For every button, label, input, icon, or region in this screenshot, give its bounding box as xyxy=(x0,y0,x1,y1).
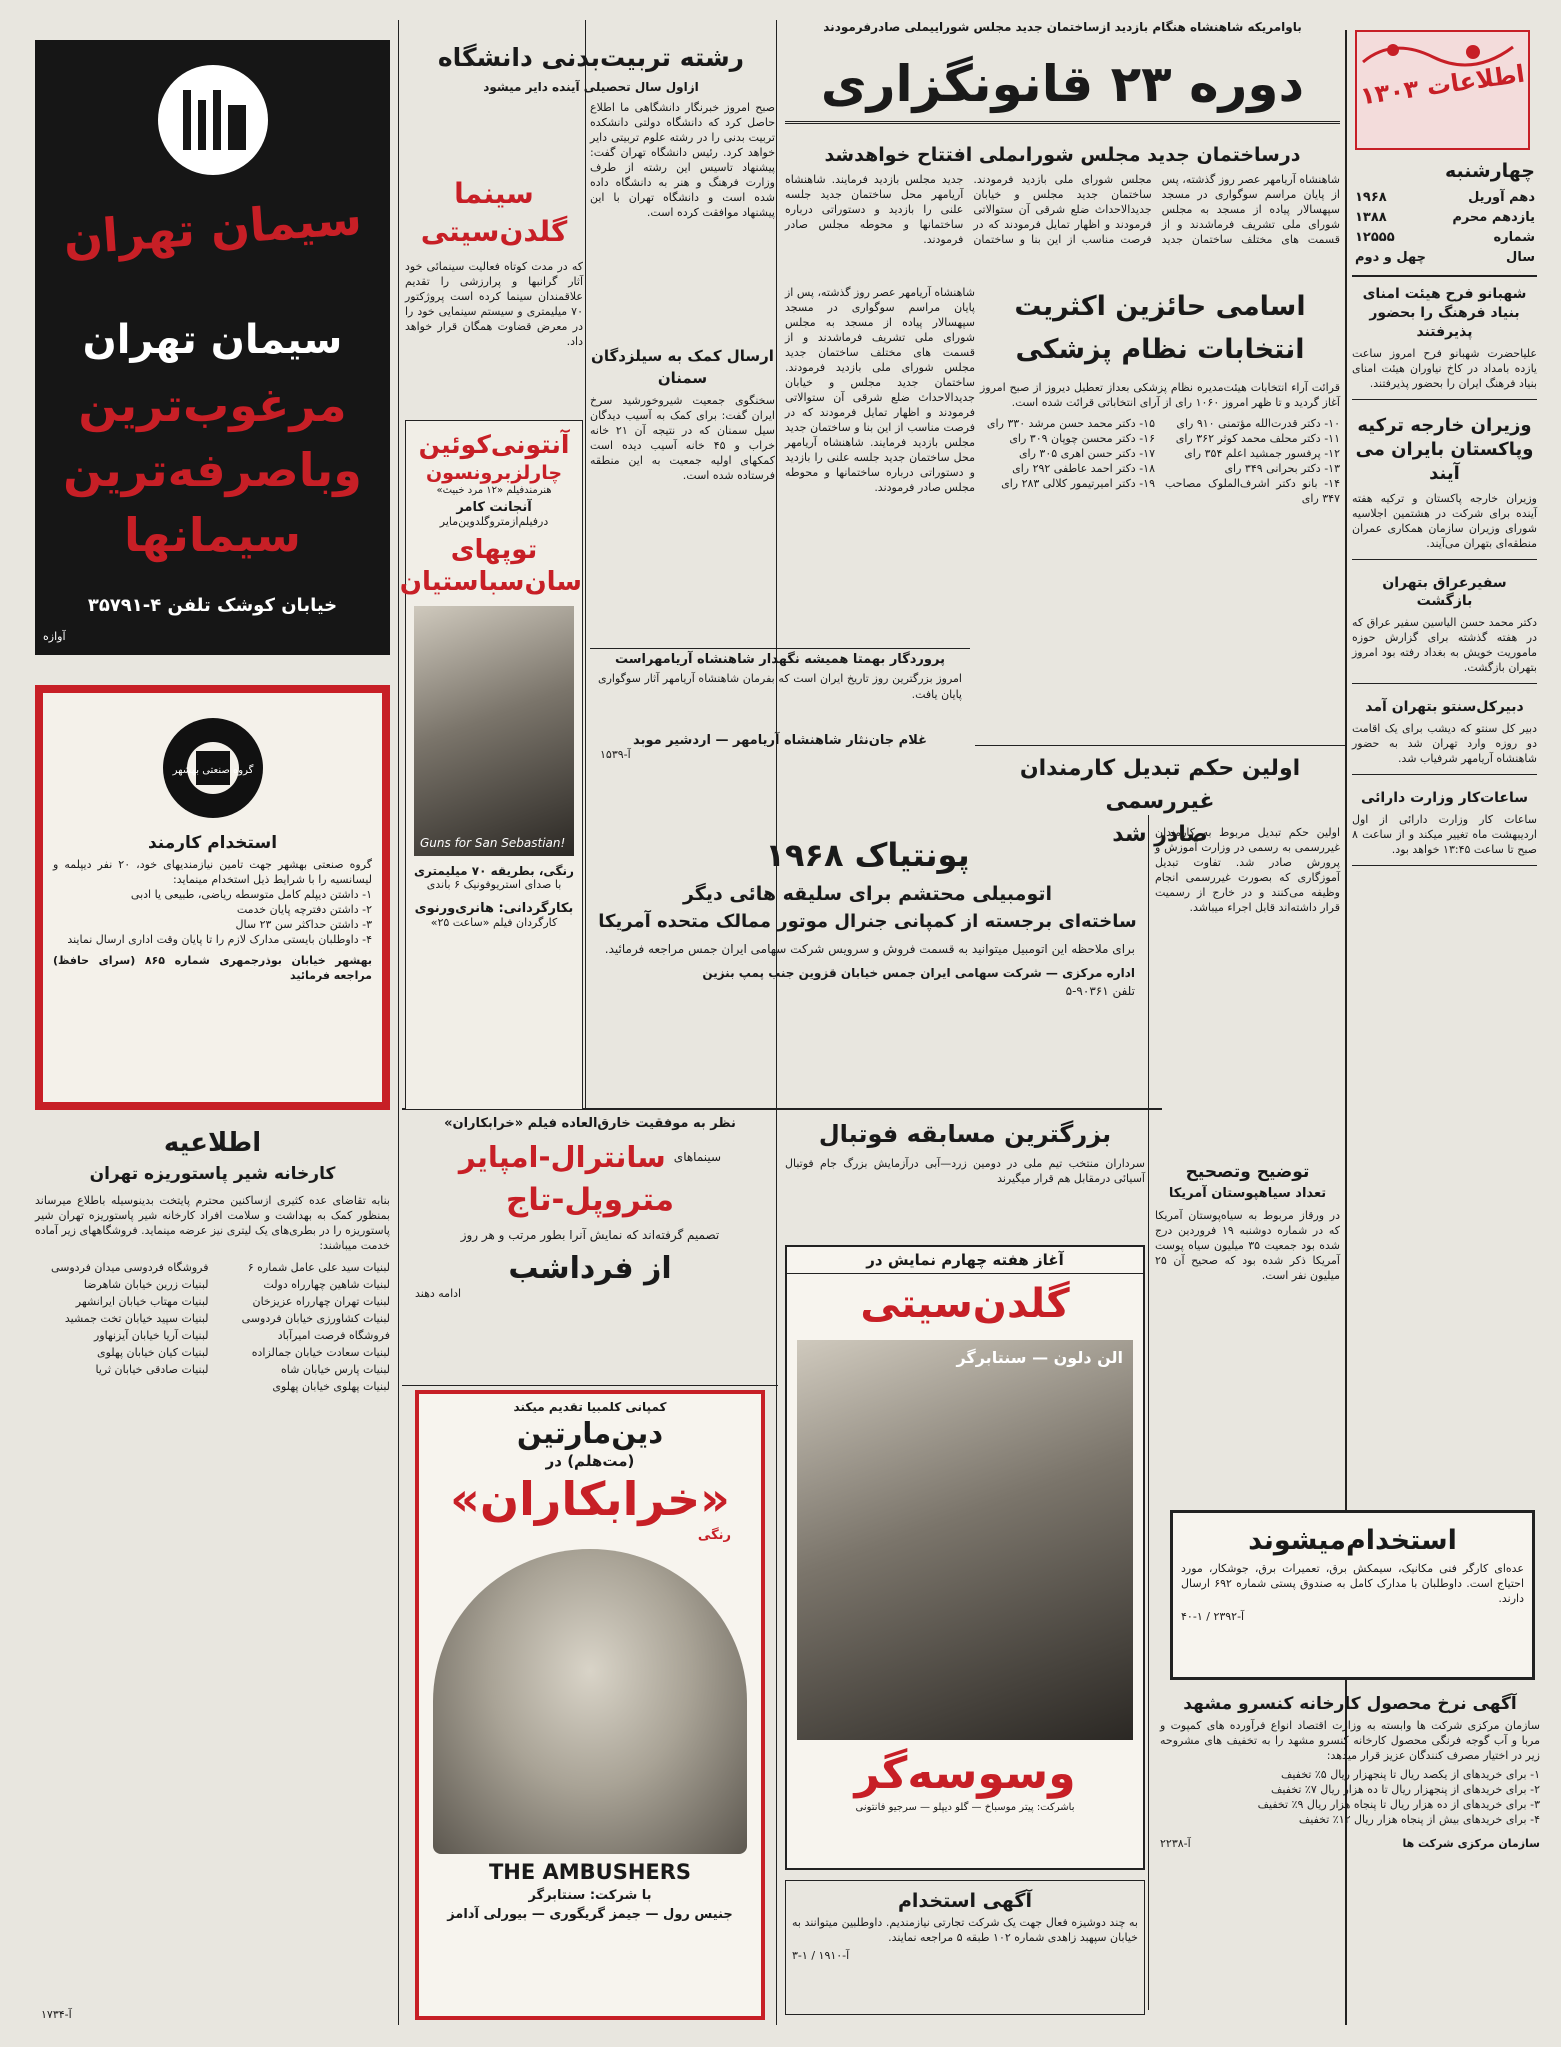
ambushers-with: با شرکت: سنتابرگر xyxy=(528,1888,652,1903)
ambushers-actor: دین‌مارتین xyxy=(516,1416,664,1450)
hiring-list-item: ۴- داوطلبان بایستی مدارک لازم را تا پایان وقت اداری ارسال نمایند xyxy=(67,933,372,946)
film-antony-director2: کارگردان فیلم «ساعت ۲۵» xyxy=(430,916,558,929)
shop-list-item: لبنیات کشاورزی خیابان فردوسی xyxy=(241,1312,390,1325)
employment-ad xyxy=(1170,1510,1535,1680)
price-notice-code: آ-۲۲۳۸ xyxy=(1160,1837,1191,1850)
golden-city-cinema: گلدن‌سیتی xyxy=(860,1281,1070,1327)
pontiac-title: پونتیاک ۱۹۶۸ xyxy=(765,836,970,874)
football-body: سرداران منتخب تیم ملی در دومین زرد—آبی درآزمایش بزرگ جام فوتبال آسیائی درمقابل هم قرار میگیرند xyxy=(785,1157,1145,1185)
price-list-item: ۱- برای خریدهای از یکصد ریال تا پنجهزار ریال ۵٪ تخفیف xyxy=(1280,1768,1540,1781)
edict-title2: صادر شد xyxy=(1112,822,1208,847)
golden-city-poster xyxy=(797,1340,1133,1740)
central-empire-body: تصمیم گرفته‌اند که نمایش آنرا بطور مرتب و هر روز xyxy=(460,1228,720,1242)
hiring-box-body: گروه صنعتی بهشهر جهت تامین نیازمندیهای خود، ۲۰ نفر دیپلمه و لیسانسیه را با شرایط ذیل استخدام مینماید: xyxy=(53,858,372,886)
employment-code: آ-۲۳۹۲ / ۱-۴۰ xyxy=(1181,1610,1245,1623)
hiring-box-footer: بهشهر خیابان بوذرجمهری شماره ۸۶۵ (سرای حافظ) مراجعه فرمائید xyxy=(53,954,372,982)
price-notice-title: آگهی نرخ محصول کارخانه کنسرو مشهد xyxy=(1183,1694,1517,1714)
right-news-body: دکتر محمد حسن الیاسین سفیر عراق که در هفته گذشته برای گزارش حوزه ماموریت خویش به بغداد رفته بود امروز بتهران بازگشت. xyxy=(1352,616,1537,675)
university-body: صبح امروز خبرنگار دانشگاهی ما اطلاع حاصل کرد که دانشگاه دولتی دانشکده تربیت بدنی را در رشته علوم تربیتی دایر خواهد کرد. رئیس دانشگاه تهران گفت: پیشنهاد تاسیس این رشته از طرف وزارت فرهنگ و هنر به دانشگاه داده شده است و دانشگاه تهران با این پیشنهاد موافقت کرده است. xyxy=(590,101,775,219)
column-rule xyxy=(585,20,586,1110)
ambushers-kicker: کمپانی کلمبیا تقدیم میکند xyxy=(513,1400,667,1414)
right-news-body: دبیر کل سنتو که دیشب برای یک اقامت دو روزه وارد تهران شد به حضور شاهنشاه آریامهر شرفیاب شد. xyxy=(1352,722,1537,766)
pontiac-subtitle: اتومبیلی محتشم برای سلیقه هائی دیگر xyxy=(682,883,1053,905)
date-value: ۱۹۶۸ xyxy=(1355,190,1387,205)
date-row xyxy=(1355,248,1535,268)
date-value: چهل و دوم xyxy=(1355,250,1426,265)
ambushers-cast: جنیس رول — جیمز گریگوری — بیورلی آدامز xyxy=(447,1907,733,1922)
price-list-item: ۴- برای خریدهای بیش از پنجاه هزار ریال ۱۲٪ تخفیف xyxy=(1298,1813,1540,1826)
lead-body-continued: شاهنشاه آریامهر عصر روز گذشته، پس از پایان مراسم سوگواری در مسجد سپهسالار پیاده از مسجد به مجلس شورای ملی تشریف فرماشدند و از قسمت های مختلف ساختمان جدید مجلس شورای ملی بازدید فرمودند. ساختمان جدید مجلس و خیابان جدیدالاحداث ضلع شرقی آن ستوالاتی فرمودند و اظهار تمایل فرمودند که در فرصت مناسب از این بنا و ساختمان جدید مجلس بازدید فرمایند. شاهنشاه آریامهر محل ساختمان جدید جلسه علنی را بازدید و دستوراتی درباره ساختمانها و محوطه مجلس صادر فرمودند. xyxy=(785,286,975,494)
announcement-title: اطلاعیه xyxy=(163,1128,262,1158)
tribute-sign: غلام جان‌نثار شاهنشاه آریامهر — اردشیر موبد xyxy=(633,733,927,748)
price-notice-body: سازمان مرکزی شرکت ها وابسته به وزارت اقتصاد انواع فرآورده های کمپوت و مربا و آب گوجه فرنگی محصول کارخانه کنسرو مشهد را به تخفیف های مشروحه زیر در اختیار مصرف کنندگان عزیز قرار میدهد: xyxy=(1160,1719,1540,1762)
price-notice-list xyxy=(1160,1767,1540,1827)
council-title: اسامی حائزین اکثریت xyxy=(1014,291,1306,322)
central-empire-ad xyxy=(405,1112,775,1382)
date-row xyxy=(1355,188,1535,208)
film-antony-sound: با صدای استریوفونیک ۶ باندی xyxy=(426,878,562,891)
tribute-box xyxy=(590,648,970,823)
cement-ad xyxy=(35,40,390,655)
masthead-logo xyxy=(1355,30,1530,150)
row-rule xyxy=(402,1385,778,1386)
ambushers-role: (مت‌هلم) در xyxy=(545,1452,635,1470)
film-antony-title: آنتونی‌کوئین xyxy=(418,430,570,459)
pontiac-body: برای ملاحظه این اتومبیل میتوانید به قسمت فروش و سرویس شرکت سهامی ایران جمس مراجعه فرمائید. xyxy=(604,942,1135,956)
central-empire-cinemas1: سانترال-امپایر xyxy=(458,1140,666,1174)
date-value: ۱۲۵۵۵ xyxy=(1355,230,1395,245)
film-antony-director: بکارگردانی: هانری‌ورنوی xyxy=(414,901,574,916)
central-empire-cinemas2: متروپل-تاج xyxy=(505,1182,675,1218)
right-news-body: علیاحضرت شهبانو فرح امروز ساعت یازده بامداد در کاخ نیاوران هیئت امنای بنیاد فرهنگ ایران را بحضور پذیرفتند. xyxy=(1352,346,1537,390)
date-label: شماره xyxy=(1493,230,1535,245)
date-row xyxy=(1355,208,1535,228)
cement-logo-text: سیمان تهران xyxy=(61,190,364,266)
shop-list-item: لبنیات پهلوی خیابان پهلوی xyxy=(272,1380,390,1393)
hiring-box-title: استخدام کارمند xyxy=(147,833,278,853)
masthead-day: چهارشنبه xyxy=(1444,160,1535,182)
film-antony-film: توپهای سان‌سباستیان xyxy=(399,535,582,597)
edict-body: اولین حکم تبدیل مربوط به کارمندان غیررسمی به رسمی در وزارت آموزش و پرورش صادر شد. تفاوت تبدیل آموزگاری که بصورت غیررسمی انجام وظیفه می‌کنند و در خارج از رسمیت قرار داشته‌اند قابل اجراء میباشد. xyxy=(1155,826,1340,914)
golden-city-stars: الن دلون — سنتابرگر xyxy=(956,1348,1123,1367)
lead-body: شاهنشاه آریامهر عصر روز گذشته، پس از پایان مراسم سوگواری در مسجد سپهسالار پیاده از مسجد به مجلس شورای ملی تشریف فرماشدند و از قسمت های مختلف ساختمان جدید مجلس شورای ملی بازدید فرمودند. ساختمان جدید مجلس و خیابان جدیدالاحداث ضلع شرقی آن ستوالاتی فرمودند و اظهار تمایل فرمودند که در فرصت مناسب از این بنا و ساختمان جدید مجلس بازدید فرمایند. شاهنشاه آریامهر محل ساختمان جدید جلسه علنی را بازدید و دستوراتی درباره ساختمانها و محوطه مجلس صادر فرمودند. xyxy=(785,173,1340,246)
correction-title2: تعداد سیاهپوستان آمریکا xyxy=(1168,1186,1327,1201)
correction-title: توضیح وتصحیح xyxy=(1185,1162,1310,1182)
cement-title3: وباصرفه‌ترین xyxy=(63,443,362,497)
council-list-item: ۱۴- بانو دکتر اشرف‌الملوک مصاحب ۳۴۷ رای xyxy=(1165,477,1340,505)
right-news-title: دبیرکل‌سنتو بتهران آمد xyxy=(1365,699,1524,716)
shops-list xyxy=(35,1259,390,1395)
football-title: بزرگترین مسابقه فوتبال xyxy=(818,1120,1112,1148)
shop-list-item: لبنیات سعادت خیابان جمالزاده xyxy=(251,1346,390,1359)
date-row xyxy=(1355,228,1535,248)
council-list-item: ۱۸- دکتر احمد عاطفی ۲۹۲ رای xyxy=(1012,462,1155,475)
hiring-list-item: ۱- داشتن دیپلم کامل متوسطه ریاضی، طبیعی یا ادبی xyxy=(130,888,372,901)
film-antony-note: هنرمندفیلم «۱۲ مرد خبیث» xyxy=(436,485,552,496)
tribute-body: امروز بزرگترین روز تاریخ ایران است که بفرمان شاهنشاه آریامهر آثار سوگواری پایان یافت. xyxy=(598,672,962,701)
council-list-item: ۱۹- دکتر امیرتیمور کلالی ۲۸۳ رای xyxy=(1001,477,1155,490)
council-list-item: ۱۲- پرفسور جمشید اعلم ۳۵۴ رای xyxy=(1184,447,1340,460)
shop-list-item: لبنیات سید علی عامل شماره ۶ xyxy=(247,1261,390,1274)
right-news-title: ساعات‌کار وزارت دارائی xyxy=(1360,790,1529,807)
football-story xyxy=(785,1112,1145,1242)
golden-city-ad xyxy=(785,1245,1145,1870)
price-list-item: ۳- برای خریدهای از ده هزار ریال تا پنجاه هزار ریال ۹٪ تخفیف xyxy=(1257,1798,1540,1811)
price-notice-sign: سازمان مرکزی شرکت ها xyxy=(1402,1837,1540,1850)
council-body xyxy=(980,380,1340,745)
factory-logo-icon xyxy=(153,60,273,180)
announcement-code: آ-۱۷۳۴ xyxy=(41,2008,72,2021)
right-news-item xyxy=(1352,414,1537,560)
announcement xyxy=(35,1125,390,2025)
masthead-logo-text: اطلاعات ۱۳۰۳ xyxy=(1358,59,1527,111)
edict-title: اولین حکم تبدیل کارمندان غیررسمی xyxy=(1019,756,1301,814)
column-rule xyxy=(1148,815,1149,2010)
golden-city-film: وسوسه‌گر xyxy=(854,1748,1076,1799)
cinema-note-body: که در مدت کوتاه فعالیت سینمائی خود آثار گرانبها و پرارزشی را تقدیم علاقمندان سینما کرده است پروژکتور ۷۰ میلیمتری و سیستم سینمایی خود را در معرض قضاوت همگان قرار خواهد داد. xyxy=(405,260,583,348)
university-title: رشته تربیت‌بدنی دانشگاه xyxy=(437,43,745,72)
film-antony-actor: چارلزبرونسون xyxy=(425,462,563,484)
right-news-title: سفیرعراق بتهران بازگشت xyxy=(1382,574,1507,610)
lead-subtitle: درساختمان جدید مجلس شوراىملى افتتاح خواهدشد xyxy=(824,144,1301,166)
central-empire-continue: ادامه دهند xyxy=(415,1287,462,1300)
council-list-item: ۱۷- دکتر حسن اهری ۳۰۵ رای xyxy=(1018,447,1155,460)
central-empire-label: سینماهای xyxy=(673,1150,722,1164)
ambushers-poster xyxy=(433,1549,747,1854)
pontiac-line: ساخته‌ای برجسته از کمپانی جنرال موتور ممالک متحده آمریکا xyxy=(598,911,1137,932)
row-rule xyxy=(1352,275,1537,277)
small-hiring-ad xyxy=(785,1880,1145,2015)
employment-title: استخدام‌میشوند xyxy=(1248,1525,1457,1556)
date-label: یازدهم محرم xyxy=(1452,210,1535,225)
tribute-title: پروردگار بهمتا همیشه نگهدار شاهنشاه آریامهراست xyxy=(615,652,945,667)
council-list xyxy=(980,416,1340,506)
help-body: سخنگوی جمعیت شیروخورشید سرخ ایران گفت: برای کمک به آسیب دیدگان سیل سمنان که در نتیجه آن ۲۱ خانه خراب و ۴۵ خانه آسیب دیده است کمکهای اولیه جمعیت به این منطقه فرستاده شده است. xyxy=(590,394,776,482)
ambushers-color: رنگی xyxy=(697,1528,731,1543)
right-news-body: وزیران خارجه پاکستان و ترکیه هفته آینده برای شرکت در هشتمین اجلاسیه شورای وزیران سازمان همکاری عمران منطقه‌ای بتهران می‌آیند. xyxy=(1352,491,1537,550)
council-list-item: ۱۱- دکتر محلف محمد کوثر ۳۶۲ رای xyxy=(1175,432,1340,445)
pontiac-phone: تلفن ۹۰۳۶۱-۵ xyxy=(1065,984,1135,998)
lead-kicker: باوامریکه شاهنشاه هنگام بازدید ازساختمان جدید مجلس شوراییملی صادرفرمودند xyxy=(823,20,1302,34)
golden-city-credits: باشرکت: پیتر موسباخ — گلو دیپلو — سرجیو فانتونی xyxy=(855,1802,1075,1813)
dates-list xyxy=(1355,188,1535,268)
help-title: ارسال کمک به سیلزدگان سمنان xyxy=(591,347,774,387)
right-news-item xyxy=(1352,285,1537,400)
hiring-list-item: ۳- داشتن حداکثر سن ۲۳ سال xyxy=(235,918,372,931)
small-hiring-code: آ-۱۹۱۰ / ۱-۳ xyxy=(792,1949,850,1962)
right-news-title: شهبانو فرح هیئت امنای بنیاد فرهنگ را بحضور پذیرفتند xyxy=(1362,286,1527,340)
shop-list-item: لبنیات آریا خیابان آیزنهاور xyxy=(93,1329,209,1342)
ambushers-ad xyxy=(415,1390,765,2020)
date-value: ۱۳۸۸ xyxy=(1355,210,1387,225)
golden-city-title: آغاز هفته چهارم نمایش در xyxy=(787,1247,1143,1274)
cement-title4: سیمانها xyxy=(123,508,302,562)
film-antony-subtitle: درفیلم‌ازمتروگلدوین‌مایر xyxy=(439,515,549,528)
edict-headline xyxy=(980,752,1340,847)
right-news-body: ساعات کار وزارت دارائی از اول اردیبهشت ماه تغییر میکند و از ساعت ۸ صبح تا ساعت ۱۳:۴۵ خواهد بود. xyxy=(1352,813,1537,857)
shop-list-item: فروشگاه فرصت امیرآباد xyxy=(277,1329,390,1342)
shop-list-item: لبنیات کیان خیابان پهلوی xyxy=(96,1346,209,1359)
film-antony-poster xyxy=(414,606,574,856)
masthead-dates xyxy=(1355,160,1535,270)
cement-phone: خیابان کوشک تلفن ۴-۳۵۷۹۱ xyxy=(87,595,338,616)
shop-list-item: لبنیات مهتاب خیابان ایرانشهر xyxy=(75,1295,209,1308)
ambushers-title: «خرابکاران» xyxy=(450,1472,730,1526)
central-empire-kicker: نظر به موفقیت خارق‌العاده فیلم «خرابکاران» xyxy=(444,1116,736,1131)
shop-list-item: فروشگاه فردوسی میدان فردوسی xyxy=(50,1261,209,1274)
floral-ornament-icon xyxy=(1353,32,1528,72)
council-list-item: ۱۶- دکتر محسن چوپان ۳۰۹ رای xyxy=(1009,432,1155,445)
cement-agency: آوازه xyxy=(43,630,66,643)
shop-list-item: لبنیات صادقی خیابان ثریا xyxy=(95,1363,209,1376)
date-label: دهم آوریل xyxy=(1468,190,1535,205)
hiring-box-list xyxy=(53,887,372,947)
correction-body: در ورقاز مربوط به سیاه‌پوستان آمریکا که در شماره دوشنبه ۱۹ فروردین درج شده بود جمعیت ۳۵ میلیون سیاه پوست آمریکا ذکر شده بود که صحیح آن ۲۵ میلیون نفر است. xyxy=(1155,1209,1340,1282)
film-antony-format: رنگی، بطریقه ۷۰ میلیمتری xyxy=(414,864,574,878)
small-hiring-title: آگهی استخدام xyxy=(897,1890,1032,1912)
film-antony-actor2: آنجانت کامر xyxy=(456,500,532,515)
shop-list-item: لبنیات پارس خیابان شاه xyxy=(281,1363,390,1376)
correction-story xyxy=(1155,1160,1340,1510)
pontiac-ad xyxy=(590,830,1145,1105)
cinema-note-title: سینما گلدن‌سیتی xyxy=(420,177,568,248)
ambushers-title-en: THE AMBUSHERS xyxy=(488,1860,692,1884)
university-subtitle: ازاول سال تحصیلی آینده دایر میشود xyxy=(483,80,699,94)
price-notice xyxy=(1160,1690,1540,2020)
announcement-body: بنابه تقاضای عده کثیری ازساکنین محترم پایتخت بدینوسیله باطلاع میرساند بمنظور کمک به بهداشت و سلامت افراد کارخانه شیر پاستوریزه تهران شیر پاستوریزه را در بطری‌های یک لیتری نیز عرضه مینماید. فروشگاههای زیر آماده خدمت میباشند: xyxy=(35,1194,390,1252)
employment-body: عده‌ای کارگر فنی مکانیک، سیمکش برق، تعمیرات برق، جوشکار، مورد احتیاج است. داوطلبان با مدارک کامل به صندوق پستی شماره ۶۹۲ ارسال دارند. xyxy=(1181,1562,1524,1605)
shop-list-item: لبنیات زرین خیابان شاهرضا xyxy=(83,1278,209,1291)
column-rule xyxy=(398,20,399,2025)
behshahr-logo-text: گروه صنعتی بهشهر xyxy=(172,765,254,776)
help-story xyxy=(590,345,775,645)
announcement-subtitle: کارخانه شیر پاستوریزه تهران xyxy=(89,1164,336,1184)
cement-title1: سیمان تهران xyxy=(82,317,343,363)
shop-list-item: لبنیات شاهین چهارراه دولت xyxy=(263,1278,390,1291)
pontiac-address: اداره مرکزی — شرکت سهامی ایران جمس خیابان قزوین جنب پمپ بنزین xyxy=(702,966,1135,980)
small-hiring-body: به چند دوشیزه فعال جهت یک شرکت تجارتی نیازمندیم. داوطلبین میتوانند به خیابان سپهبد زاهدی شماره ۱۰۲ طبقه ۵ مراجعه نمایند. xyxy=(792,1916,1138,1944)
council-headline xyxy=(980,285,1340,375)
hiring-list-item: ۲- داشتن دفترچه پایان خدمت xyxy=(236,903,372,916)
film-antony-ad xyxy=(399,420,583,1110)
council-list-item: ۱۳- دکتر بحرانی ۳۴۹ رای xyxy=(1224,462,1340,475)
council-title2: انتخابات نظام پزشکی xyxy=(1015,334,1305,365)
shop-list-item: لبنیات سپید خیابان تخت جمشید xyxy=(64,1312,209,1325)
shop-list-item: لبنیات تهران چهارراه عزیزخان xyxy=(252,1295,390,1308)
row-rule xyxy=(975,745,1345,746)
council-list-item: ۱۰- دکتر قدرت‌الله مؤتمنی ۹۱۰ رای xyxy=(1176,417,1340,430)
council-intro: قرائت آراء انتخابات هیئت‌مدیره نظام پزشکی بعداز تعطیل دیروز از صبح امروز آغاز گردید و تا ظهر امروز ۱۰۶۰ رای از آرای انتخاباتی قرائت شده است. xyxy=(980,381,1340,409)
date-label: سال xyxy=(1506,250,1535,265)
price-list-item: ۲- برای خریدهای از پنجهزار ریال تا ده هزار ریال ۷٪ تخفیف xyxy=(1271,1783,1540,1796)
right-news-item xyxy=(1352,789,1537,866)
cement-title2: مرغوب‌ترین xyxy=(78,378,347,432)
central-empire-from: از فرداشب xyxy=(508,1251,672,1286)
right-news-title: وزیران خارجه ترکیه وپاکستان بایران می آیند xyxy=(1355,414,1534,485)
council-list-item: ۱۵- دکتر محمد حسن مرشد ۳۳۰ رای xyxy=(986,417,1155,430)
right-news-item xyxy=(1352,574,1537,685)
hiring-box xyxy=(35,685,390,1110)
right-news-item xyxy=(1352,698,1537,775)
film-antony-poster-text: Guns for San Sebastian! xyxy=(420,836,566,850)
behshahr-logo-icon xyxy=(158,713,268,823)
lead-title: دوره ۲۳ قانونگزاری xyxy=(785,44,1340,124)
tribute-code: آ-۱۵۳۹ xyxy=(600,748,631,761)
cinema-note xyxy=(405,175,583,415)
